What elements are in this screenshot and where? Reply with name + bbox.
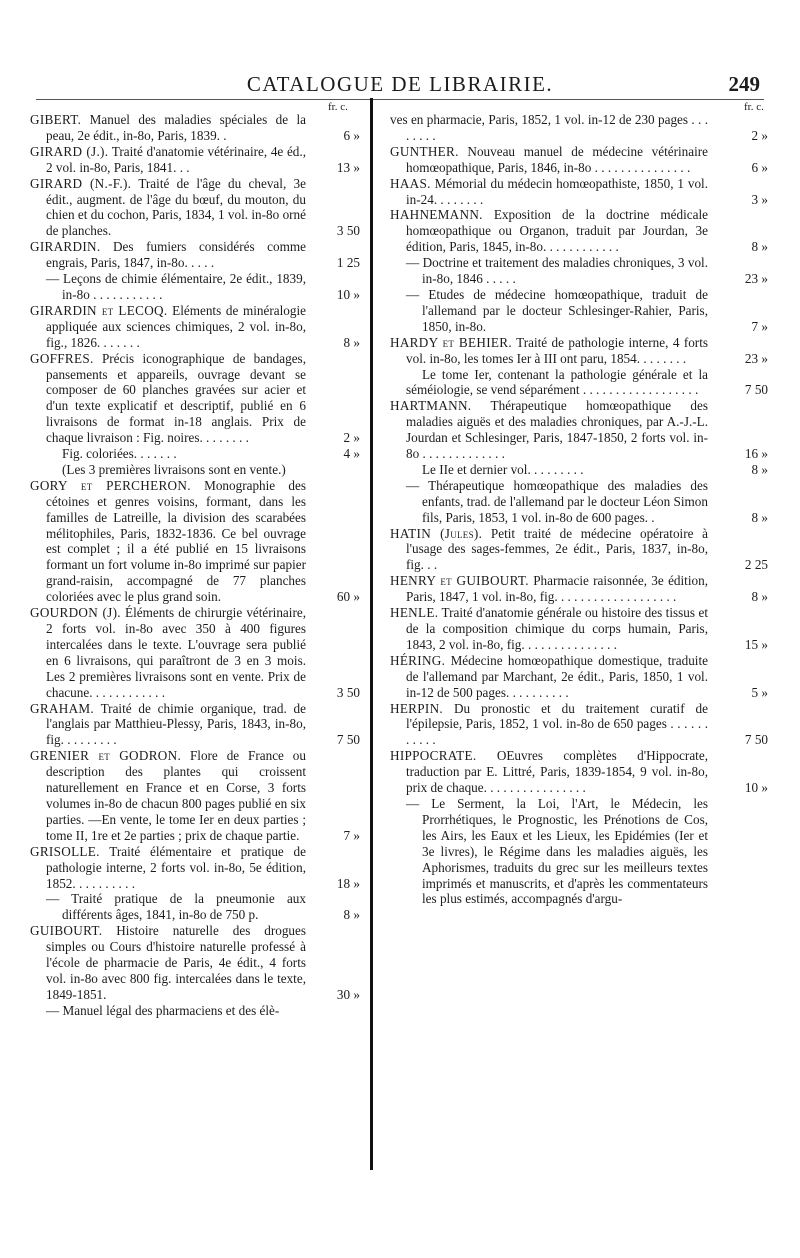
entry-price: 3 50 [336, 223, 360, 239]
entry-price: 8 » [343, 907, 360, 923]
entry-text [30, 239, 306, 271]
entry-description: Du pronostic et du traitement curatif de l'épilepsie, Paris, 1852, 1 vol. in-8o de 650 pages . . . . . . . . . . . [406, 700, 709, 748]
entry-description: Traité de l'âge du cheval, 3e édit., augment. de l'âge du bœuf, du mouton, du chien et du cochon, Paris, 1834, 1 vol. in-8o orné de planches. [46, 175, 306, 239]
page-title: CATALOGUE DE LIBRAIRIE. [246, 72, 554, 96]
entry-text [30, 605, 306, 700]
entry-text [30, 748, 306, 843]
entry-text [30, 446, 306, 462]
entry-description: — Le Serment, la Loi, l'Art, le Médecin, les Prorrhétiques, le Prognostic, les Prénotions de Cos, les Airs, les Eaux et les Lieux, les Epidémies (Ier et 3e livres), le Régime dans les maladies aiguës, les Aphorismes, traduits du grec sur les meilleurs textes imprimés et manuscrits, et d'après les commentateurs les plus estimés, accompagnés d'argu- [406, 795, 708, 907]
entry-price: 3 50 [336, 684, 360, 700]
entry-price: 2 25 [744, 557, 768, 573]
entry-text [30, 112, 306, 144]
entry-price: 10 » [336, 286, 360, 302]
catalogue-entry [390, 255, 768, 287]
entry-text [390, 462, 708, 478]
entry-price: 15 » [744, 636, 768, 652]
entry-description: Traité élémentaire et pratique de pathologie interne, 2 forts vol. in-8o, 5e édition, 1852. . . . . . . . . . [46, 843, 306, 891]
entry-author: HARTMANN. [390, 398, 472, 414]
page-header [36, 72, 764, 100]
entry-price: 7 » [751, 318, 768, 334]
entry-text [30, 923, 306, 1003]
entry-price: 8 » [751, 461, 768, 477]
entry-text [390, 796, 708, 907]
entry-author: GRENIER et GODRON. [30, 748, 182, 764]
entry-price: 4 » [343, 446, 360, 462]
entry-author: GIRARD (N.-F.). [30, 175, 132, 191]
currency-heading-left: fr. c. [328, 101, 348, 113]
entry-text [390, 701, 708, 749]
entry-price: 7 50 [744, 382, 768, 398]
entry-description: OEuvres complètes d'Hippocrate, traduction par E. Littré, Paris, 1839-1854, 9 vol. in-8o, prix de chaque. . . . . . . . . . . . . . . . [406, 748, 708, 796]
entry-author: HERPIN. [390, 700, 444, 716]
entry-description: Pharmacie raisonnée, 3e édition, Paris, 1847, 1 vol. in-8o, fig. . . . . . . . . . . . . . . . . . . [406, 573, 708, 605]
entry-text [30, 701, 306, 749]
entry-price: 7 » [343, 827, 360, 843]
entry-description: Exposition de la doctrine médicale homœopathique ou Organon, traduit par Jourdan, 3e édition, Paris, 1845, in-8o. . . . . . . . . . . . [406, 207, 709, 255]
entry-price: 18 » [336, 875, 360, 891]
entry-price: 8 » [751, 509, 768, 525]
entry-price: 8 » [751, 589, 768, 605]
catalogue-entry [390, 605, 768, 653]
entry-price: 5 » [751, 684, 768, 700]
entry-text [390, 526, 708, 574]
entry-description: Le tome Ier, contenant la pathologie générale et la séméiologie, se vend séparément . . . . . . . . . . . . . . . . . . [406, 366, 708, 398]
entry-text [30, 271, 306, 303]
entry-author: GOFFRES. [30, 350, 94, 366]
entry-description: Médecine homœopathique domestique, traduite de l'allemand par Marchant, 2e édit., Paris, 1850, 1 vol. in-12 de 500 pages. . . . . . . . . . [406, 652, 708, 700]
catalogue-entry [390, 144, 768, 176]
catalogue-entry [30, 112, 360, 144]
entry-price: 16 » [744, 446, 768, 462]
entry-text [390, 287, 708, 335]
catalogue-entry [30, 271, 360, 303]
entry-description: — Traité pratique de la pneumonie aux différents âges, 1841, in-8o de 750 p. [46, 891, 306, 923]
catalogue-entry [30, 239, 360, 271]
currency-heading-right: fr. c. [744, 101, 764, 113]
entry-author: GRAHAM. [30, 700, 95, 716]
entry-description: Traité de chimie organique, trad. de l'anglais par Matthieu-Plessy, Paris, 1843, in-8o, fig. . . . . . . . . [46, 700, 307, 748]
entry-text [390, 144, 708, 176]
entry-author: GIRARDIN et LECOQ. [30, 302, 168, 318]
entry-description: — Thérapeutique homœopathique des maladies des enfants, trad. de l'allemand par le docteur Léon Simon fils, Paris, 1853, 1 vol. in-8o de 600 pages. . [406, 477, 708, 525]
entry-description: Des fumiers considérés comme engrais, Paris, 1847, in-8o. . . . . [46, 239, 306, 271]
catalogue-entry [30, 351, 360, 446]
catalogue-entry [390, 526, 768, 574]
catalogue-entry [30, 176, 360, 240]
entry-price: 2 » [343, 430, 360, 446]
entry-text [30, 844, 306, 892]
entry-description: — Manuel légal des pharmaciens et des élè- [46, 1002, 280, 1018]
entry-author: HENLE. [390, 605, 439, 621]
entry-description: Monographie des cétoines et genres voisins, formant, dans les familles de Latreille, la division des scarabées mélitophiles, Paris, 1832-1836. Ce bel ouvrage est complet ; il a été publié en 15 livraisons formant un fort volume in-8o imprimé sur papier grand-raisin, accompagné de 77 planches coloriées avec le plus grand soin. [46, 477, 307, 605]
catalogue-entry [390, 367, 768, 399]
catalogue-entry [390, 748, 768, 796]
entry-price: 13 » [336, 159, 360, 175]
catalogue-entry [30, 478, 360, 605]
catalogue-entry [390, 207, 768, 255]
entry-description: ves en pharmacie, Paris, 1852, 1 vol. in-12 de 230 pages . . . . . . . . [390, 112, 708, 143]
entry-description: Traité d'anatomie générale ou histoire des tissus et de la composition chimique du corps humain, Paris, 1843, 2 vol. in-8o, fig. . . . . . . . . . . . . . . [406, 605, 708, 652]
entry-author: GRISOLLE. [30, 843, 100, 859]
catalogue-entry [390, 335, 768, 367]
entry-price: 30 » [336, 986, 360, 1002]
entry-text [390, 605, 708, 653]
catalogue-entry [30, 462, 360, 478]
entry-author: GIRARD (J.). [30, 143, 109, 159]
entry-description: Le IIe et dernier vol. . . . . . . . . [422, 461, 584, 477]
entry-description: Histoire naturelle des drogues simples ou Cours d'histoire naturelle professé à l'école de pharmacie de Paris, 4e édit., 4 forts vol. in-8o avec 800 fig. intercalées dans le texte, 1849-1851. [46, 923, 306, 1002]
entry-price: 3 » [751, 191, 768, 207]
entry-price: 23 » [744, 271, 768, 287]
entry-description: Nouveau manuel de médecine vétérinaire homœopathique, Paris, 1846, in-8o . . . . . . . . . . . . . . . [406, 143, 709, 175]
entry-author: GIBERT. [30, 112, 82, 127]
entry-text [390, 367, 708, 399]
entry-description: Manuel des maladies spéciales de la peau, 2e édit., in-8o, Paris, 1839. . [46, 112, 307, 143]
catalogue-entry [390, 398, 768, 462]
page-number: 249 [728, 72, 760, 96]
entry-price: 2 » [751, 127, 768, 143]
entry-text [30, 303, 306, 351]
entry-description: Éléments de chirurgie vétérinaire, 2 forts vol. in-8o avec 350 à 400 figures intercalées dans le texte. L'ouvrage sera publié en 6 livraisons, qui paraîtront de 3 en 3 mois. Les 2 premières livraisons sont en vente. Prix de chacune. . . . . . . . . . . . [46, 605, 306, 700]
entry-author: HENRY et GUIBOURT. [390, 573, 529, 589]
catalogue-entry [30, 844, 360, 892]
entry-text [390, 573, 708, 605]
catalogue-entry [390, 701, 768, 749]
entry-description: Précis iconographique de bandages, pansements et appareils, ouvrage devant se composer de 60 planches gravées sur acier et d'un texte explicatif et descriptif, publié en 6 livraisons de format in-18 anglais. Prix de chaque livraison : Fig. noires. . . . . . . . [46, 350, 306, 446]
entry-description: — Leçons de chimie élémentaire, 2e édit., 1839, in-8o . . . . . . . . . . . [46, 271, 306, 302]
entry-text [390, 255, 708, 287]
column-divider [370, 98, 373, 1170]
catalogue-entry [30, 923, 360, 1003]
entry-text [30, 891, 306, 923]
entry-description: Eléments de minéralogie appliquée aux sciences chimiques, 2 vol. in-8o, fig., 1826. . . . . . . [46, 302, 306, 350]
entry-author: HÉRING. [390, 652, 446, 668]
entry-author: GORY et PERCHERON. [30, 477, 191, 493]
entry-text [390, 653, 708, 701]
entry-author: HATIN (Jules). [390, 525, 483, 541]
left-column [30, 112, 360, 1019]
entry-text [390, 176, 708, 208]
catalogue-entry [390, 112, 768, 144]
entry-price: 7 50 [744, 732, 768, 748]
catalogue-entry [30, 446, 360, 462]
header-rule [36, 99, 764, 100]
catalogue-entry [390, 653, 768, 701]
entry-author: GOURDON (J). [30, 605, 121, 621]
entry-description: (Les 3 premières livraisons sont en vente.) [62, 461, 286, 477]
entry-text [30, 144, 306, 176]
entry-price: 23 » [744, 350, 768, 366]
catalogue-entry [30, 701, 360, 749]
entry-description: Petit traité de médecine opératoire à l'usage des sages-femmes, 2e édit., Paris, 1837, in-8o, fig. . . [406, 525, 709, 573]
entry-author: GUNTHER. [390, 143, 459, 159]
right-column [390, 112, 768, 907]
catalogue-entry [30, 303, 360, 351]
catalogue-entry [30, 748, 360, 843]
entry-text [30, 351, 306, 446]
catalogue-entry [390, 796, 768, 907]
entry-price: 60 » [336, 589, 360, 605]
entry-text [30, 462, 306, 478]
catalogue-entry [390, 462, 768, 478]
entry-text [390, 112, 708, 144]
entry-description: Thérapeutique homœopathique des maladies aiguës et des maladies chroniques, par A.-J.-L. Jourdan et Schlesinger, Paris, 1847-1850, 2 forts vol. in-8o . . . . . . . . . . . . . [406, 398, 708, 462]
entry-price: 6 » [751, 159, 768, 175]
catalogue-entry [390, 287, 768, 335]
entry-price: 8 » [751, 239, 768, 255]
entry-price: 10 » [744, 780, 768, 796]
entry-price: 8 » [343, 334, 360, 350]
catalogue-entry [30, 605, 360, 700]
entry-text [390, 335, 708, 367]
catalogue-entry [390, 478, 768, 526]
entry-price: 1 25 [336, 255, 360, 271]
entry-author: HIPPOCRATE. [390, 748, 477, 764]
entry-author: GIRARDIN. [30, 239, 101, 255]
catalogue-entry [390, 573, 768, 605]
entry-description: — Etudes de médecine homœopathique, traduit de l'allemand par le docteur Schlesinger-Rahier, Paris, 1850, in-8o. [406, 286, 708, 334]
entry-text [30, 1003, 306, 1019]
entry-text [390, 748, 708, 796]
entry-description: Fig. coloriées. . . . . . . [62, 446, 177, 462]
entry-author: HARDY et BEHIER. [390, 334, 512, 350]
catalogue-entry [390, 176, 768, 208]
catalogue-entry [30, 144, 360, 176]
entry-text [390, 398, 708, 462]
entry-author: HAHNEMANN. [390, 207, 483, 223]
entry-description: Traité de pathologie interne, 4 forts vol. in-8o, les tomes Ier à III ont paru, 1854. . . . . . . . [406, 334, 708, 366]
entry-description: Flore de France ou description des plantes qui croissent naturellement en France et en Corse, 3 forts volumes in-8o de chacun 800 pages publié en six parties. —En vente, le tome Ier en deux parties ; tome II, 1re et 2e parties ; prix de chaque partie. [46, 748, 306, 843]
entry-description: Traité d'anatomie vétérinaire, 4e éd., 2 vol. in-8o, Paris, 1841. . . [46, 143, 306, 175]
entry-price: 7 50 [336, 732, 360, 748]
entry-text [390, 478, 708, 526]
entry-text [30, 478, 306, 605]
entry-description: Mémorial du médecin homœopathiste, 1850, 1 vol. in-24. . . . . . . . [406, 175, 709, 207]
entry-price: 6 » [343, 127, 360, 143]
entry-author: HAAS. [390, 175, 431, 191]
entry-description: — Doctrine et traitement des maladies chroniques, 3 vol. in-8o, 1846 . . . . . [406, 255, 708, 287]
entry-author: GUIBOURT. [30, 923, 103, 939]
entry-text [30, 176, 306, 240]
catalogue-entry [30, 1003, 360, 1019]
catalogue-entry [30, 891, 360, 923]
entry-text [390, 207, 708, 255]
